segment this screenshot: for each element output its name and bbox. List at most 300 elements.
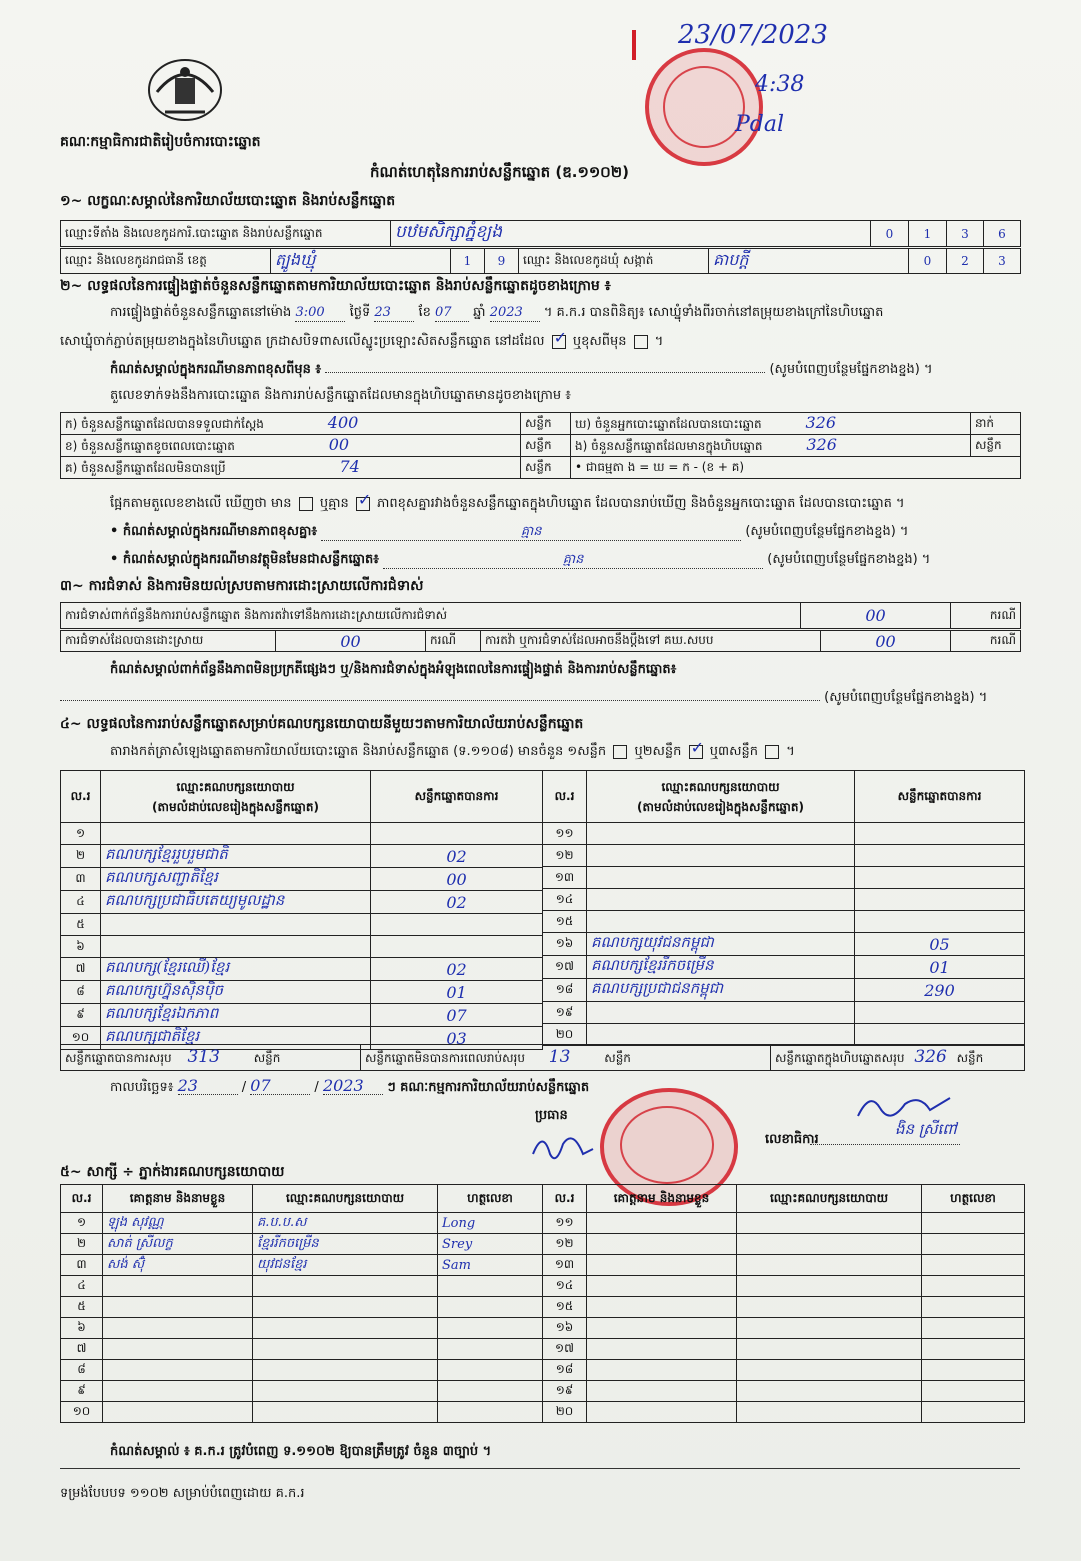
agent-name (103, 1402, 253, 1423)
appeal-unit: ករណី (951, 631, 1021, 652)
table-row (543, 1276, 1025, 1297)
party-votes (855, 867, 1025, 889)
col-sign: ហត្ថលេខា (438, 1185, 543, 1213)
agent-party (253, 1360, 438, 1381)
agent-signature (922, 1276, 1025, 1297)
agent-name (587, 1234, 737, 1255)
table-row (543, 845, 1025, 867)
table-row (543, 956, 1025, 979)
row-no: ១២ (543, 1234, 587, 1255)
agent-name: សង់ ស៊ុំ (103, 1255, 253, 1276)
party-name (587, 889, 855, 911)
agent-party (737, 1318, 922, 1339)
no-difference-checkbox[interactable]: ✓ (357, 489, 372, 509)
difference-check-line: ផ្អែកតាមតួលេខខាងលើ ឃើញថា មាន ឬគ្មាន ✓ ភាពខុសគ្នារវាងចំនួនសន្លឹកឆ្នោតក្នុងហិបឆ្នោត ដែលបានរាប់ឃើញ និងចំនួនអ្នកបោះឆ្នោត ដែលបានបោះឆ្នោត ។ (110, 489, 905, 511)
verify-day-label: ថ្ងៃទី (349, 305, 371, 320)
commune-label: ឈ្មោះ និងលេខកូដឃុំ សង្កាត់ (519, 249, 709, 274)
agent-party (737, 1276, 922, 1297)
agent-party (737, 1381, 922, 1402)
row-no: ៣ (61, 1255, 103, 1276)
party-name: គណបក្សខ្មែរឯកភាព (101, 1004, 371, 1027)
difference-note-hint: (សូមបំពេញបន្ថែមផ្នែកខាងខ្នង) ។ (769, 362, 933, 377)
agent-party (253, 1339, 438, 1360)
party-name: គណបក្សប្រជាធិបតេយ្យមូលដ្ឋាន (101, 891, 371, 914)
note-foreign-objects: • កំណត់សម្គាល់ក្នុងករណីមានវត្ថុមិនមែនជាសន្លឹកឆ្នោត៖ គ្មាន (សូមបំពេញបន្ថែមផ្នែកខាងខ្នង) ។ (110, 552, 931, 567)
party-name (587, 823, 855, 845)
section5-title: ៥~ សាក្សី ÷ ភ្នាក់ងារគណបក្សនយោបាយ (60, 1164, 285, 1180)
stamp-date: 23/07/2023 (678, 20, 828, 50)
row-no: ២០ (543, 1024, 587, 1046)
total-invalid-value: 13 (548, 1047, 571, 1067)
agent-signature (438, 1276, 543, 1297)
row-no: ៤ (61, 891, 101, 914)
party-votes: 03 (371, 1027, 543, 1050)
complaints-table (60, 602, 1021, 629)
row-no: ១ (61, 1213, 103, 1234)
row-no: ១៨ (543, 1360, 587, 1381)
col-name: គោត្តនាម និងនាមខ្លួន (103, 1185, 253, 1213)
row-no: ៥ (61, 1297, 103, 1318)
col-party: ឈ្មោះគណបក្សនយោបាយ (តាមលំដាប់លេខរៀងក្នុងសន្លឹកឆ្នោត) (101, 771, 371, 823)
three-sheet-checkbox[interactable] (765, 745, 779, 759)
table-row (61, 981, 543, 1004)
agent-name (103, 1318, 253, 1339)
section2-title: ២~ លទ្ធផលនៃការផ្ទៀងផ្ទាត់ចំនួនសន្លឹកឆ្នោតតាមការិយាល័យបោះឆ្នោត និងរាប់សន្លឹកឆ្នោតដូចខាងក្រោម ៖ (60, 278, 611, 294)
agent-party (737, 1234, 922, 1255)
table-row (543, 979, 1025, 1002)
station-label: ឈ្មោះទីតាំង និងលេខកូដការិ.បោះឆ្នោត និងរាប់សន្លឹកឆ្នោត (61, 221, 391, 247)
party-name: គណបក្សខ្មែររួបរួមជាតិ (101, 845, 371, 868)
row-no: ១១ (543, 1213, 587, 1234)
party-votes (371, 914, 543, 936)
row-no: ១០ (61, 1027, 101, 1050)
agent-signature (922, 1402, 1025, 1423)
party-votes (371, 936, 543, 958)
party-name: គណបក្ស(ខ្មែរឈើ)ខ្មែរ (101, 958, 371, 981)
agent-name (587, 1297, 737, 1318)
total-invalid: សន្លឹកឆ្នោតមិនបានការពេលរាប់សរុប 13 សន្លឹក (361, 1045, 771, 1071)
agent-party (737, 1339, 922, 1360)
table-row (543, 823, 1025, 845)
section1-title: ១~ លក្ខណៈសម្គាល់នៃការិយាល័យបោះឆ្នោត និងរាប់សន្លឹកឆ្នោត (60, 193, 396, 209)
table-row (543, 933, 1025, 956)
agent-signature (438, 1318, 543, 1339)
one-sheet-checkbox[interactable] (613, 745, 627, 759)
row-no: ២០ (543, 1402, 587, 1423)
col-no: ល.រ (61, 1185, 103, 1213)
secretary-label: លេខាធិការ (765, 1132, 819, 1147)
voters-voted-unit: នាក់ (971, 413, 1021, 435)
party-name (587, 911, 855, 933)
station-code-4: 6 (984, 221, 1021, 247)
verify-line-1 (110, 305, 1025, 322)
row-no: ១ (61, 823, 101, 845)
received-ballots-unit: សន្លឹក (521, 413, 571, 435)
resolved-label: ការជំទាស់ដែលបានដោះស្រាយ (61, 631, 276, 652)
agent-party: ខ្មែររីកចម្រើន (253, 1234, 438, 1255)
ballots-in-box-value: 326 (806, 435, 837, 454)
party-votes: 290 (855, 979, 1025, 1002)
row-no: ៥ (61, 914, 101, 936)
different-checkbox[interactable] (634, 335, 648, 349)
province-code-2: 9 (485, 249, 519, 274)
verify-day: 23 (374, 305, 414, 322)
table-row (543, 1339, 1025, 1360)
date-month: 07 (250, 1078, 310, 1095)
committee-label: ៗ គណៈកម្មការការិយាល័យរាប់សន្លឹកឆ្នោត (387, 1080, 590, 1095)
row-no: ១៦ (543, 1318, 587, 1339)
red-mark (632, 30, 636, 60)
table-row (61, 1213, 543, 1234)
row-no: ១០ (61, 1402, 103, 1423)
row-no: ៧ (61, 958, 101, 981)
agent-name (103, 1360, 253, 1381)
same-checkbox[interactable]: ✓ (553, 327, 568, 347)
table-row (543, 1213, 1025, 1234)
date-day: 23 (178, 1078, 238, 1095)
committee-name: គណៈកម្មាធិការជាតិរៀបចំការបោះឆ្នោត (60, 134, 261, 150)
party-votes: 02 (371, 958, 543, 981)
table-row (61, 1234, 543, 1255)
table-row (543, 1381, 1025, 1402)
table-row (61, 1297, 543, 1318)
row-no: ១៣ (543, 867, 587, 889)
agent-signature (922, 1234, 1025, 1255)
footer-text: ទម្រង់បែបបទ ១១០២ សម្រាប់បំពេញដោយ គ.ក.រ (60, 1486, 305, 1501)
agent-party (737, 1360, 922, 1381)
complaints-unit: ករណី (951, 603, 1021, 629)
agent-signature (922, 1318, 1025, 1339)
table-row (543, 867, 1025, 889)
figures-table (60, 412, 1021, 479)
col-party: ឈ្មោះគណបក្សនយោបាយ (253, 1185, 438, 1213)
ballots-in-box: ង) ចំនួនសន្លឹកឆ្នោតដែលមានក្នុងហិបឆ្នោត 326 (571, 435, 971, 457)
table-row (543, 1002, 1025, 1024)
irregularities-note: កំណត់សម្គាល់ពាក់ព័ន្ធនឹងភាពមិនប្រក្រតីផ្សេងៗ ឬ/និងការជំទាស់ក្នុងអំឡុងពេលនៃការផ្ទៀងផ្ទាត់ និងការរាប់សន្លឹកឆ្នោត៖ (110, 662, 677, 677)
row-no: ៩ (61, 1004, 101, 1027)
agent-name (587, 1318, 737, 1339)
verify-line-2: សោឃ្នុំចាក់ភ្ជាប់តម្រុយខាងក្នុងនៃហិបឆ្នោត ក្រដាសបិទពាសលើស្នូះប្រឡោះសិតសន្លឹកឆ្នោត នៅដដែល ✓ ឬខុសពីមុន ។ (60, 327, 664, 349)
agent-party (253, 1318, 438, 1339)
unused-ballots-value: 74 (339, 457, 360, 476)
spoiled-ballots-value: 00 (328, 435, 350, 454)
nec-emblem-icon (145, 52, 225, 124)
agent-name (587, 1213, 737, 1234)
province-code-1: 1 (451, 249, 485, 274)
row-no: ៤ (61, 1276, 103, 1297)
two-sheet-checkbox[interactable]: ✓ (690, 737, 704, 757)
agent-signature: Sam (438, 1255, 543, 1276)
section4-title: ៤~ លទ្ធផលនៃការរាប់សន្លឹកឆ្នោតសម្រាប់គណបក្សនយោបាយនីមួយៗតាមការិយាល័យរាប់សន្លឹកឆ្នោត (60, 716, 584, 732)
table-row (543, 1297, 1025, 1318)
station-code-3: 3 (947, 221, 984, 247)
section1-table (60, 220, 1021, 247)
agent-party (737, 1402, 922, 1423)
station-code-2: 1 (909, 221, 947, 247)
col-name: គោត្តនាម និងនាមខ្លួន (587, 1185, 737, 1213)
footnote: កំណត់សម្គាល់ ៖ គ.ក.រ ត្រូវបំពេញ ទ.១១០២ ឱ្យបានត្រឹមត្រូវ ចំនួន ៣ច្បាប់ ។ (110, 1444, 492, 1459)
agent-signature (438, 1381, 543, 1402)
agent-signature (922, 1213, 1025, 1234)
table-row (543, 911, 1025, 933)
col-no: ល.រ (543, 771, 587, 823)
table-row (61, 1318, 543, 1339)
row-no: ១១ (543, 823, 587, 845)
agent-signature (922, 1360, 1025, 1381)
col-sign: ហត្ថលេខា (922, 1185, 1025, 1213)
party-votes (855, 845, 1025, 867)
sheet-count-line: តារាងកត់ត្រាសំឡេងឆ្នោតតាមការិយាល័យបោះឆ្នោត និងរាប់សន្លឹកឆ្នោត (ទ.១១០៨) មានចំនួន ១សន្លឹក ឬ២សន្លឹក ✓ ឬ៣សន្លឹក ។ (110, 737, 795, 759)
party-name (587, 845, 855, 867)
received-ballots-value: 400 (327, 413, 359, 432)
secretary-name: ងិន ស្រីពៅ (895, 1120, 957, 1138)
agent-name: សាត់ ស្រីលក្ខ (103, 1234, 253, 1255)
agents-table-left (60, 1184, 543, 1423)
row-no: ៦ (61, 936, 101, 958)
row-no: ១៤ (543, 889, 587, 911)
received-ballots: ក) ចំនួនសន្លឹកឆ្នោតដែលបានទទួលជាក់ស្ដែង 400 (61, 413, 521, 435)
verify-time-label: ការផ្ទៀងផ្ទាត់ចំនួនសន្លឹកឆ្នោតនៅម៉ោង (110, 305, 292, 320)
table-row (543, 1255, 1025, 1276)
party-votes: 01 (371, 981, 543, 1004)
party-name: គណបក្សខ្មែររីកចម្រើន (587, 956, 855, 979)
party-name: គណបក្សហ្វ៊ុនស៊ិនប៉ិច (101, 981, 371, 1004)
agent-party (253, 1402, 438, 1423)
table-row (543, 889, 1025, 911)
commune-code-2: 2 (947, 249, 984, 274)
col-no: ល.រ (61, 771, 101, 823)
chair-signature-icon (528, 1124, 598, 1170)
chair-label: ប្រធាន (535, 1108, 568, 1123)
row-no: ១៩ (543, 1002, 587, 1024)
verify-line-3 (110, 362, 1025, 378)
row-no: ២ (61, 845, 101, 868)
province-label: ឈ្មោះ និងលេខកូដរាជធានី ខេត្ត (61, 249, 271, 274)
official-stamp-top (645, 48, 763, 166)
different-label: ឬខុសពីមុន (572, 334, 627, 349)
total-box: សន្លឹកឆ្នោតក្នុងហិបឆ្នោតសរុប 326 សន្លឹក (771, 1045, 1025, 1071)
unused-ballots-unit: សន្លឹក (521, 457, 571, 479)
party-name (587, 867, 855, 889)
agent-signature: Srey (438, 1234, 543, 1255)
complaints-label: ការជំទាស់ពាក់ព័ន្ធនឹងការរាប់សន្លឹកឆ្នោត និងការតវ៉ាទៅនឹងការដោះស្រាយលើការជំទាស់ (61, 603, 801, 629)
agent-name (103, 1339, 253, 1360)
complaints-resolved-table (60, 630, 1021, 652)
note-difference: • កំណត់សម្គាល់ក្នុងករណីមានភាពខុសគ្នា៖ គ្មាន (សូមបំពេញបន្ថែមផ្នែកខាងខ្នង) ។ (110, 524, 909, 539)
stamp-time: 4:38 (755, 72, 805, 97)
col-no: ល.រ (543, 1185, 587, 1213)
row-no: ១៤ (543, 1276, 587, 1297)
table-row (61, 936, 543, 958)
col-votes: សន្លឹកឆ្នោតបានការ (855, 771, 1025, 823)
party-votes: 01 (855, 956, 1025, 979)
party-votes: 02 (371, 845, 543, 868)
ballots-in-box-unit: សន្លឹក (971, 435, 1021, 457)
table-row (543, 1360, 1025, 1381)
province-value: ត្បូងឃ្មុំ (271, 249, 451, 274)
table-row (61, 823, 543, 845)
unused-ballots: គ) ចំនួនសន្លឹកឆ្នោតដែលមិនបានប្រើ 74 (61, 457, 521, 479)
party-name: គណបក្សប្រជាជនកម្ពុជា (587, 979, 855, 1002)
table-row (61, 891, 543, 914)
row-no: ៨ (61, 981, 101, 1004)
stamp-signature: Pdal (735, 112, 785, 137)
station-value: បឋមសិក្សាភ្នំខ្យង (391, 221, 871, 247)
appeal-label: ការតវ៉ា ឬការជំទាស់ដែលអាចនឹងប្ដឹងទៅ គឃ.សបប (481, 631, 821, 652)
verify-month: 07 (435, 305, 469, 322)
agent-signature (922, 1297, 1025, 1318)
agent-party: យុវជនខ្មែរ (253, 1255, 438, 1276)
table-row (61, 845, 543, 868)
agent-party (253, 1276, 438, 1297)
commune-value: គាបក្ដី (709, 249, 909, 274)
agent-signature (922, 1381, 1025, 1402)
total-valid: សន្លឹកឆ្នោតបានការសរុប 313 សន្លឹក (61, 1045, 361, 1071)
col-party: ឈ្មោះគណបក្សនយោបាយ (737, 1185, 922, 1213)
totals-table (60, 1044, 1025, 1071)
party-name (101, 823, 371, 845)
voters-voted-value: 326 (805, 413, 836, 432)
row-no: ៩ (61, 1381, 103, 1402)
table-row (543, 1318, 1025, 1339)
secretary-sign-line (810, 1144, 960, 1145)
table-row (543, 1402, 1025, 1423)
section1-table-row2 (60, 248, 1021, 274)
row-no: ១៥ (543, 911, 587, 933)
verify-line-2-text: សោឃ្នុំចាក់ភ្ជាប់តម្រុយខាងក្នុងនៃហិបឆ្នោត ក្រដាសបិទពាសលើស្នូះប្រឡោះសិតសន្លឹកឆ្នោត នៅដដែល (60, 334, 545, 349)
difference-note-label: កំណត់សម្គាល់ក្នុងករណីមានភាពខុសពីមុន ៖ (110, 362, 322, 377)
row-no: ១៦ (543, 933, 587, 956)
row-no: ៧ (61, 1339, 103, 1360)
row-no: ៣ (61, 868, 101, 891)
station-code-1: 0 (871, 221, 909, 247)
row-no: ៨ (61, 1360, 103, 1381)
verify-month-label: ខែ (418, 305, 431, 320)
party-votes: 02 (371, 891, 543, 914)
agent-name (587, 1360, 737, 1381)
row-no: ១៣ (543, 1255, 587, 1276)
row-no: ១៧ (543, 1339, 587, 1360)
voters-voted: ឃ) ចំនួនអ្នកបោះឆ្នោតដែលបានបោះឆ្នោត 326 (571, 413, 971, 435)
spoiled-ballots: ខ) ចំនួនសន្លឹកឆ្នោតខូចពេលបោះឆ្នោត 00 (61, 435, 521, 457)
agent-party: គ.ប.ប.ស (253, 1213, 438, 1234)
table-row (61, 1381, 543, 1402)
date-line: កាលបរិច្ឆេទ៖ 23 / 07 / 2023 ៗ គណៈកម្មការការិយាល័យរាប់សន្លឹកឆ្នោត (110, 1076, 590, 1095)
row-no: ១៧ (543, 956, 587, 979)
col-votes: សន្លឹកឆ្នោតបានការ (371, 771, 543, 823)
agent-signature (922, 1339, 1025, 1360)
table-row (543, 1234, 1025, 1255)
party-votes (855, 911, 1025, 933)
party-votes (855, 1024, 1025, 1046)
party-votes (855, 823, 1025, 845)
party-votes: 07 (371, 1004, 543, 1027)
verify-year: 2023 (490, 305, 540, 322)
row-no: ១២ (543, 845, 587, 867)
note-foreign-objects-value: គ្មាន (383, 552, 763, 569)
footer-divider (60, 1468, 1020, 1469)
date-year: 2023 (323, 1078, 383, 1095)
commune-code-1: 0 (909, 249, 947, 274)
row-no: ១៥ (543, 1297, 587, 1318)
total-valid-value: 313 (187, 1047, 220, 1067)
agent-party (253, 1381, 438, 1402)
party-votes (855, 1002, 1025, 1024)
agent-name (587, 1276, 737, 1297)
figures-intro: តួលេខទាក់ទងនឹងការបោះឆ្នោត និងការរាប់សន្លឹកឆ្នោតដែលមានក្នុងហិបឆ្នោតមានដូចខាងក្រោម ៖ (110, 388, 571, 403)
form-title: កំណត់ហេតុនៃការរាប់សន្លឹកឆ្នោត (ឌ.១១០២) (370, 163, 630, 181)
agent-name: ឡុង សុវណ្ណ (103, 1213, 253, 1234)
party-name (587, 1024, 855, 1046)
party-name: គណបក្សជាតិខ្មែរ (101, 1027, 371, 1050)
agent-signature (438, 1297, 543, 1318)
secretary-signature-icon (850, 1086, 960, 1126)
irregularities-line: (សូមបំពេញបន្ថែមផ្នែកខាងខ្នង) ។ (60, 690, 1020, 706)
table-row (61, 1339, 543, 1360)
agent-party (737, 1213, 922, 1234)
party-name: គណបក្សសញ្ជាតិខ្មែរ (101, 868, 371, 891)
verify-line-1-end: ។ គ.ក.រ បានពិនិត្យ៖ សោឃ្នុំទាំងពីរចាក់នៅតម្រុយខាងក្រៅនៃហិបឆ្នោត (543, 305, 884, 320)
party-votes (371, 823, 543, 845)
agent-name (587, 1381, 737, 1402)
party-votes (855, 889, 1025, 911)
appeal-value: 00 (821, 631, 951, 652)
agent-name (103, 1297, 253, 1318)
verify-year-label: ឆ្នាំ (473, 305, 486, 320)
party-votes: 05 (855, 933, 1025, 956)
table-row (61, 958, 543, 981)
table-row (61, 1255, 543, 1276)
row-no: ២ (61, 1234, 103, 1255)
results-table-right (542, 770, 1025, 1046)
party-name (101, 914, 371, 936)
agent-name (587, 1255, 737, 1276)
table-row (61, 1276, 543, 1297)
row-no: ១៨ (543, 979, 587, 1002)
table-row (61, 914, 543, 936)
has-difference-checkbox[interactable] (299, 497, 313, 511)
table-row (61, 868, 543, 891)
formula-note: • ជាធម្មតា ង = ឃ = ក - (ខ + គ) (571, 457, 1021, 479)
agent-signature (438, 1339, 543, 1360)
resolved-unit: ករណី (426, 631, 481, 652)
col-party: ឈ្មោះគណបក្សនយោបាយ (តាមលំដាប់លេខរៀងក្នុងសន្លឹកឆ្នោត) (587, 771, 855, 823)
party-name: គណបក្សយុវជនកម្ពុជា (587, 933, 855, 956)
party-name (587, 1002, 855, 1024)
party-votes: 00 (371, 868, 543, 891)
agent-party (737, 1255, 922, 1276)
spoiled-ballots-unit: សន្លឹក (521, 435, 571, 457)
commune-code-3: 3 (984, 249, 1021, 274)
agent-party (253, 1297, 438, 1318)
note-difference-value: គ្មាន (321, 524, 741, 541)
table-row (61, 1402, 543, 1423)
party-name (101, 936, 371, 958)
agent-name (103, 1276, 253, 1297)
agent-name (103, 1381, 253, 1402)
agent-signature (438, 1360, 543, 1381)
agent-name (587, 1339, 737, 1360)
resolved-value: 00 (276, 631, 426, 652)
agents-table-right (542, 1184, 1025, 1423)
table-row (543, 1024, 1025, 1046)
agent-name (587, 1402, 737, 1423)
verify-time: 3:00 (295, 305, 345, 322)
total-box-value: 326 (914, 1047, 947, 1067)
agent-signature (922, 1255, 1025, 1276)
row-no: ៦ (61, 1318, 103, 1339)
row-no: ១៩ (543, 1381, 587, 1402)
